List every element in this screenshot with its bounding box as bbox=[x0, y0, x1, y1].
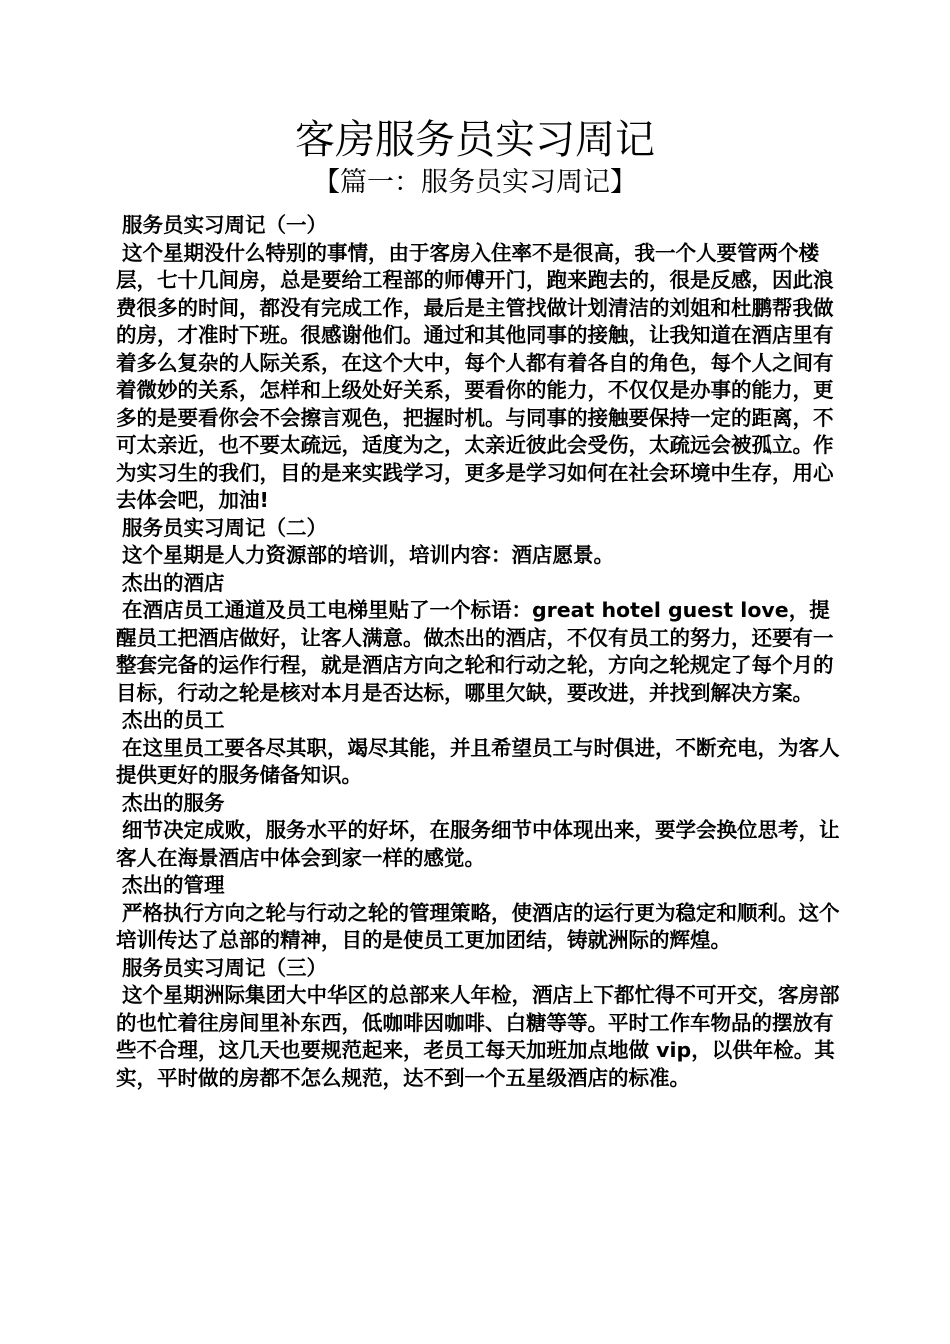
section-heading: 杰出的服务 bbox=[122, 790, 225, 815]
document-subtitle: 【篇一：服务员实习周记】 bbox=[313, 167, 637, 198]
document-body bbox=[116, 212, 844, 1092]
section-heading: 服务员实习周记（三） bbox=[122, 955, 327, 980]
section-heading: 杰出的管理 bbox=[122, 873, 225, 897]
section-heading: 服务员实习周记（一） bbox=[122, 213, 327, 237]
paragraph: 这个星期洲际集团大中华区的总部来人年检，酒店上下都忙得不可开交，客房部的也忙着往房间里补东西，低咖啡因咖啡、白糖等等。平时工作车物品的摆放有些不合理，这几天也要规范起来，老员工每天加班加点地做 vip，以供年检。其实，平时做的房都不怎么规范，达不到一个五星级酒店的标准。 bbox=[116, 983, 840, 1090]
section-heading: 服务员实习周记（二） bbox=[122, 515, 327, 540]
document-title: 客房服务员实习周记 bbox=[295, 117, 655, 163]
paragraph: 在这里员工要各尽其职，竭尽其能，并且希望员工与时俱进，不断充电，为客人提供更好的服务储备知识。 bbox=[116, 735, 840, 787]
paragraph: 细节决定成败，服务水平的好坏，在服务细节中体现出来，要学会换位思考，让客人在海景酒店中体会到家一样的感觉。 bbox=[116, 818, 840, 870]
paragraph: 在酒店员工通道及员工电梯里贴了一个标语：great hotel guest love，提醒员工把酒店做好，让客人满意。做杰出的酒店，不仅有员工的努力，还要有一整套完备的运作行程，就是酒店方向之轮和行动之轮，方向之轮规定了每个月的目标，行动之轮是核对本月是否达标，哪里欠缺，要改进，并找到解决方案。 bbox=[116, 598, 834, 705]
paragraph: 严格执行方向之轮与行动之轮的管理策略，使酒店的运行更为稳定和顺利。这个培训传达了总部的精神，目的是使员工更加团结，铸就洲际的辉煌。 bbox=[116, 900, 840, 952]
section-heading: 杰出的员工 bbox=[122, 708, 225, 732]
paragraph: 这个星期是人力资源部的培训，培训内容：酒店愿景。 bbox=[122, 543, 614, 567]
paragraph: 这个星期没什么特别的事情，由于客房入住率不是很高，我一个人要管两个楼层，七十几间房，总是要给工程部的师傅开门，跑来跑去的，很是反感，因此浪费很多的时间，都没有完成工作，最后是主管找做计划清洁的刘姐和杜鹏帮我做的房，才准时下班。很感谢他们。通过和其他同事的接触，让我知道在酒店里有着多么复杂的人际关系，在这个大中，每个人都有着各自的角色，每个人之间有着微妙的关系，怎样和上级处好关系，要看你的能力，不仅仅是办事的能力，更多的是要看你会不会擦言观色，把握时机。与同事的接触要保持一定的距离，不可太亲近，也不要太疏远，适度为之，太亲近彼此会受伤，太疏远会被孤立。作为实习生的我们，目的是来实践学习，更多是学习如何在社会环境中生存，用心去体会吧，加油! bbox=[116, 240, 834, 512]
section-heading: 杰出的酒店 bbox=[122, 570, 225, 595]
